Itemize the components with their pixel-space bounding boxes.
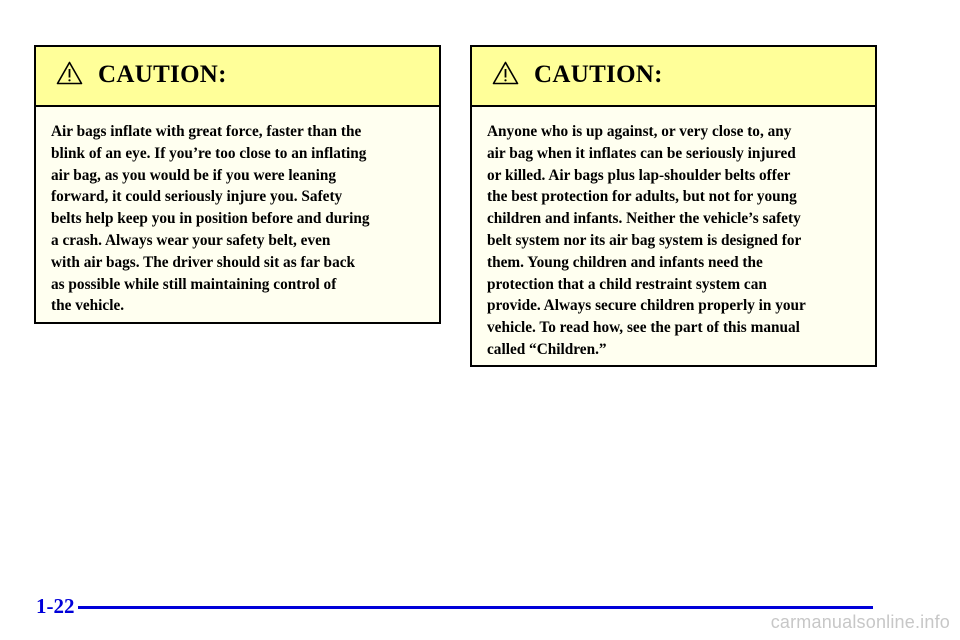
caution-text-line: called “Children.” [487,340,607,358]
caution-text [36,107,439,317]
warning-triangle-icon [56,61,83,85]
caution-text-line: with air bags. The driver should sit as far back [51,253,356,271]
caution-text-line: or killed. Air bags plus lap-shoulder belts offer [487,166,791,184]
caution-box-children-safety [470,45,877,367]
caution-text-line: blink of an eye. If you’re too close to an inflating [51,144,367,162]
caution-text-line: forward, it could seriously injure you. Safety [51,188,343,206]
caution-text-line: the best protection for adults, but not for young [487,188,797,206]
caution-text-line: vehicle. To read how, see the part of this manual [487,319,800,337]
caution-header [36,47,439,107]
caution-text [472,107,875,361]
caution-text-line: a crash. Always wear your safety belt, even [51,231,331,249]
caution-text-line: provide. Always secure children properly in your [487,297,806,315]
caution-header [472,47,875,107]
caution-text-line: Anyone who is up against, or very close to, any [487,123,792,140]
caution-text-line: them. Young children and infants need the [487,253,763,271]
caution-text-line: air bag when it inflates can be seriously injured [487,144,796,162]
footer-rule [78,606,873,609]
caution-text-line: children and infants. Neither the vehicle’s safety [487,210,801,228]
caution-text-line: belts help keep you in position before and during [51,210,370,228]
caution-text-line: the vehicle. [51,297,125,315]
caution-box-air-bag-force [34,45,441,324]
caution-title: CAUTION: [534,61,663,88]
warning-triangle-icon [492,61,519,85]
watermark: carmanualsonline.info [770,612,950,632]
caution-text-line: as possible while still maintaining control of [51,275,337,293]
caution-text-line: Air bags inflate with great force, faster than the [51,123,362,140]
caution-text-line: protection that a child restraint system can [487,275,767,293]
caution-text-line: belt system nor its air bag system is designed for [487,231,802,249]
page-number: 1-22 [36,594,75,618]
caution-title: CAUTION: [98,61,227,88]
caution-text-line: air bag, as you would be if you were leaning [51,166,337,184]
